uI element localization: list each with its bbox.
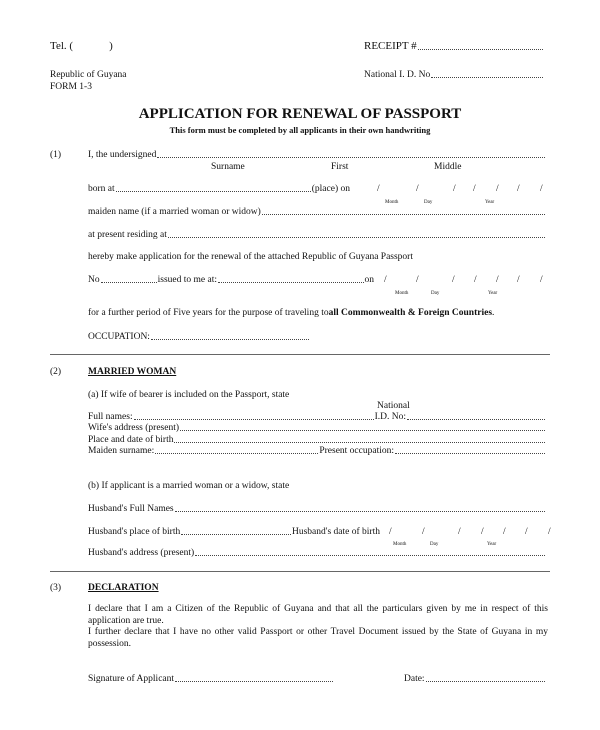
day-label: Day xyxy=(430,542,439,547)
receipt-field[interactable]: RECEIPT # xyxy=(364,40,544,52)
maiden-surname-field[interactable]: Maiden surname: Present occupation: xyxy=(88,446,546,456)
wife-address-field[interactable]: Wife's address (present) xyxy=(88,423,546,433)
born-at-field[interactable]: born at (place) on xyxy=(88,184,350,194)
maiden-name-field[interactable]: maiden name (if a married woman or widow) xyxy=(88,207,546,217)
year-label: Year xyxy=(488,291,498,296)
declaration-heading: DECLARATION xyxy=(88,583,159,593)
surname-label: Surname xyxy=(211,162,245,172)
section-2-number: (2) xyxy=(50,367,62,377)
occupation-field[interactable]: OCCUPATION: xyxy=(88,332,310,342)
married-woman-heading: MARRIED WOMAN xyxy=(88,367,177,377)
year-label: Year xyxy=(487,542,497,547)
month-label: Month xyxy=(385,200,399,205)
divider xyxy=(50,354,550,355)
form-number: FORM 1-3 xyxy=(50,82,92,92)
signature-field[interactable]: Signature of Applicant xyxy=(88,674,334,684)
month-label: Month xyxy=(393,542,407,547)
national-label: National xyxy=(377,401,410,411)
date-field[interactable]: Date: xyxy=(404,674,546,684)
husband-address-field[interactable]: Husband's address (present) xyxy=(88,548,546,558)
divider xyxy=(50,571,550,572)
section-1-number: (1) xyxy=(50,150,62,160)
passport-no-field[interactable]: No issued to me at: on xyxy=(88,275,374,285)
part-a-text: (a) If wife of bearer is included on the Passport, state xyxy=(88,390,290,400)
middle-label: Middle xyxy=(434,162,462,172)
husband-place-field[interactable]: Husband's place of birth Husband's date of birth xyxy=(88,527,380,537)
first-label: First xyxy=(331,162,349,172)
declaration-paragraph-2: I further declare that I have no other valid Passport or other Travel Document issued by the State of Guyana in my possession. xyxy=(88,627,548,649)
residing-field[interactable]: at present residing at xyxy=(88,230,546,240)
page-title: APPLICATION FOR RENEWAL OF PASSPORT xyxy=(138,106,462,122)
day-label: Day xyxy=(431,291,440,296)
section-3-number: (3) xyxy=(50,583,62,593)
hereby-text: hereby make application for the renewal of the attached Republic of Guyana Passport xyxy=(88,252,413,262)
page-subtitle: This form must be completed by all applicants in their own handwriting xyxy=(169,125,431,135)
further-period-text: for a further period of Five years for the purpose of traveling to all Commonwealth & Foreign Countries . xyxy=(88,308,495,318)
tel-label: Tel. ( ) xyxy=(50,40,113,52)
year-label: Year xyxy=(485,200,495,205)
republic-label: Republic of Guyana xyxy=(50,70,127,80)
declaration-paragraph-1: I declare that I am a Citizen of the Republic of Guyana and that all the particulars given by me in respect of this application are true. xyxy=(88,604,548,626)
full-names-field[interactable]: Full names: I.D. No: xyxy=(88,412,546,422)
husband-names-field[interactable]: Husband's Full Names xyxy=(88,504,546,514)
month-label: Month xyxy=(395,291,409,296)
part-b-text: (b) If applicant is a married woman or a widow, state xyxy=(88,481,290,491)
undersigned-field[interactable]: I, the undersigned xyxy=(88,150,546,160)
day-label: Day xyxy=(424,200,433,205)
place-date-birth-field[interactable]: Place and date of birth xyxy=(88,435,546,445)
national-id-field[interactable]: National I. D. No xyxy=(364,70,544,80)
